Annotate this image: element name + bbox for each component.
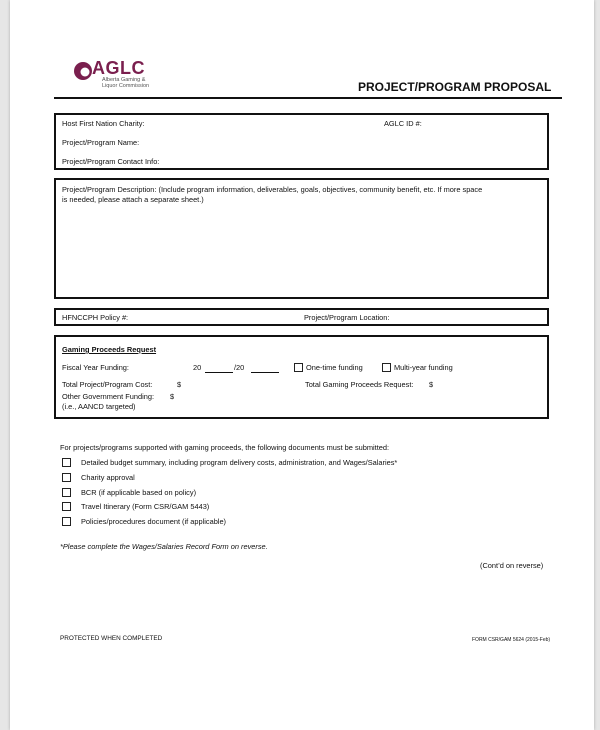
documents-intro: For projects/programs supported with gaming proceeds, the following documents must be submitted: [60,443,390,452]
one-time-funding-label: One-time funding [306,363,363,372]
gaming-proceeds-box [54,335,549,419]
logo-subtitle [102,77,149,89]
contact-info-label: Project/Program Contact Info: [62,157,160,166]
document-checkbox-travel[interactable] [62,502,71,511]
host-charity-label: Host First Nation Charity: [62,119,145,128]
fiscal-year-end-field[interactable] [251,372,279,373]
document-checkbox-budget[interactable] [62,458,71,467]
document-item-charity-approval: Charity approval [81,473,135,482]
multi-year-funding-checkbox[interactable] [382,363,391,372]
document-checkbox-policies[interactable] [62,517,71,526]
fiscal-year-prefix-2: /20 [234,363,245,372]
aglc-id-label: AGLC ID #: [384,119,422,128]
other-gov-note: (i.e., AANCD targeted) [62,402,136,411]
form-title: PROJECT/PROGRAM PROPOSAL [358,80,552,94]
one-time-funding-checkbox[interactable] [294,363,303,372]
other-gov-funding-label: Other Government Funding: [62,392,155,401]
fiscal-year-label: Fiscal Year Funding: [62,363,129,372]
description-box[interactable] [54,178,549,299]
policy-location-box [54,308,549,326]
wages-note: *Please complete the Wages/Salaries Record Form on reverse. [60,542,268,551]
continued-on-reverse: (Cont’d on reverse) [480,561,544,570]
logo-text: AGLC [92,58,145,78]
document-item-budget: Detailed budget summary, including program delivery costs, administration, and Wages/Salaries* [81,458,398,467]
location-label: Project/Program Location: [304,313,390,322]
description-line-2: is needed, please attach a separate sheet.) [62,195,204,204]
document-checkbox-bcr[interactable] [62,488,71,497]
fiscal-year-start-field[interactable] [205,372,233,373]
document-item-policies: Policies/procedures document (if applicable) [81,517,227,526]
fiscal-year-prefix-1: 20 [193,363,202,372]
policy-label: HFNCCPH Policy #: [62,313,129,322]
project-name-label: Project/Program Name: [62,138,140,147]
document-checkbox-charity-approval[interactable] [62,473,71,482]
gaming-proceeds-heading: Gaming Proceeds Request [62,345,157,354]
form-page [10,0,594,730]
other-gov-currency: $ [170,392,175,401]
total-request-label: Total Gaming Proceeds Request: [305,380,414,389]
document-item-bcr: BCR (if applicable based on policy) [81,488,197,497]
total-cost-label: Total Project/Program Cost: [62,380,153,389]
total-request-currency: $ [429,380,434,389]
total-cost-currency: $ [177,380,182,389]
description-line-1: Project/Program Description: (Include program information, deliverables, goals, objectives, community benefit, etc. If more space [62,185,483,194]
charity-info-box [54,113,549,170]
multi-year-funding-label: Multi-year funding [394,363,453,372]
header-divider [54,97,562,99]
form-number: FORM CSR/GAM 5624 (2015-Feb) [472,637,551,643]
document-item-travel: Travel Itinerary (Form CSR/GAM 5443) [81,502,210,511]
protected-notice: PROTECTED WHEN COMPLETED [60,635,163,642]
logo-subtitle-line-2: Liquor Commission [102,83,150,89]
logo-subtitle-line-1: Alberta Gaming & [102,77,146,83]
